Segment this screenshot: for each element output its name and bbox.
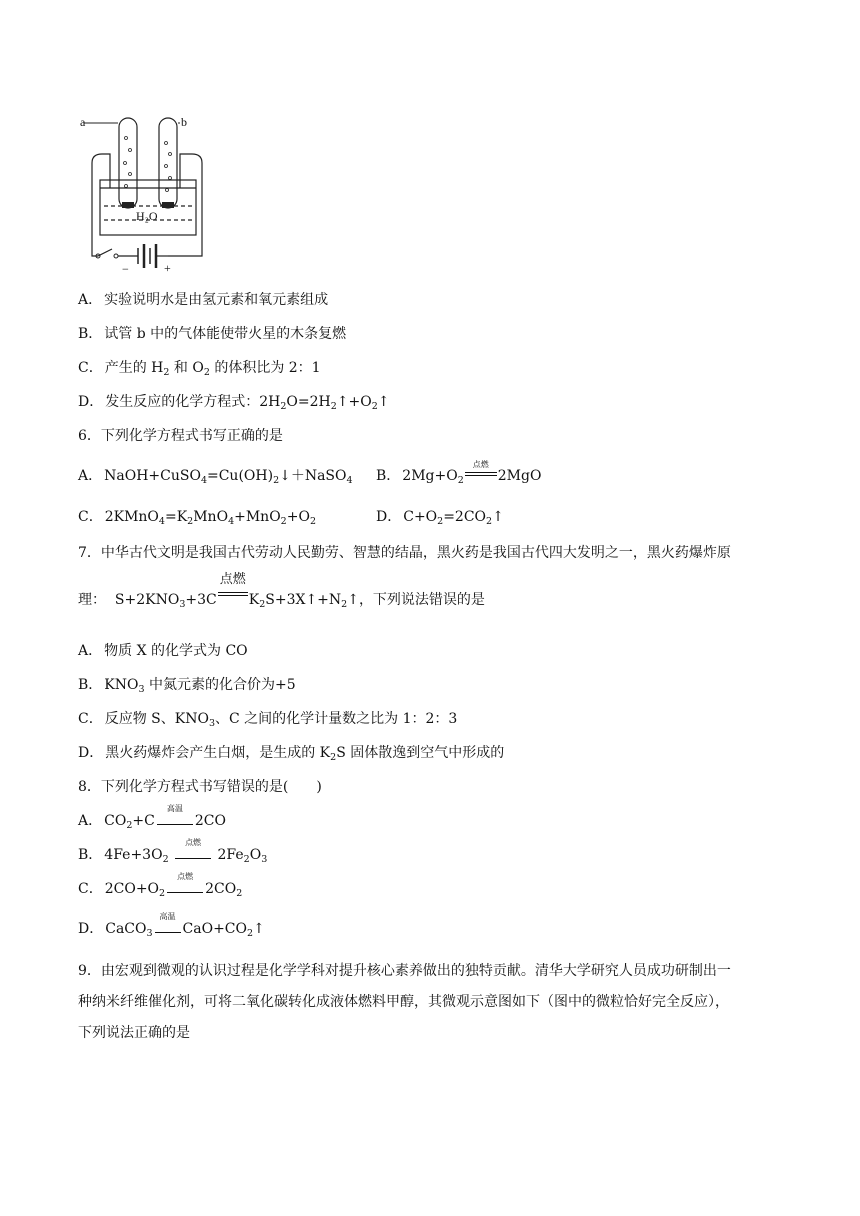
tube-b-label: b bbox=[181, 115, 187, 129]
condition-arrow: 点燃 bbox=[217, 590, 249, 604]
water-label: H₂O bbox=[136, 209, 158, 223]
q7-option-b: B． $KNO_3$ 中氮元素的化合价为+5 bbox=[78, 677, 296, 695]
q6-stem: 6．下列化学方程式书写正确的是 bbox=[78, 428, 283, 444]
q6-option-d: D． $C+O_2=2CO_2↑$ bbox=[376, 509, 504, 527]
q7-option-d: D． 黑火药爆炸会产生白烟，是生成的 $K_2S$ 固体散逸到空气中形成的 bbox=[78, 745, 505, 763]
q8-stem: 8．下列化学方程式书写错误的是( ) bbox=[78, 779, 322, 795]
tube-a-label: a bbox=[80, 115, 86, 129]
minus-label: − bbox=[122, 262, 129, 276]
q7-option-c: C． 反应物 S、$KNO_3$、C 之间的化学计量数之比为 1：2：3 bbox=[78, 711, 458, 729]
q8-option-b: B． $4Fe+3O_2$ 点燃 $2Fe_2O_3$ bbox=[78, 838, 268, 865]
condition-blank: 点燃 bbox=[165, 879, 205, 893]
condition-blank: 点燃 bbox=[173, 845, 213, 859]
q8-option-a: A． $CO_2+C$ 高温 2CO bbox=[78, 804, 226, 831]
condition-arrow: 点燃 bbox=[464, 466, 498, 480]
q5-option-a: A． 实验说明水是由氢元素和氧元素组成 bbox=[78, 292, 329, 308]
q6-option-b: B． $2Mg+O_2$ 点燃 2MgO bbox=[376, 460, 542, 486]
q7-stem-line2: 理： $S+2KNO_3+3C$ 点燃 $K_2S+3X↑+N_2↑$，下列说法错误的是 bbox=[78, 572, 485, 610]
q7-stem-line1: 7．中华古代文明是我国古代劳动人民勤劳、智慧的结晶，黑火药是我国古代四大发明之一，黑火药爆炸原 bbox=[78, 545, 731, 561]
q9-stem-line3: 下列说法正确的是 bbox=[78, 1025, 190, 1041]
q5-option-b: B． 试管 b 中的气体能使带火星的木条复燃 bbox=[78, 326, 347, 342]
q6-option-a: A． $NaOH+CuSO_4=Cu(OH)_2↓+NaSO_4$ bbox=[78, 468, 353, 486]
q9-stem-line2: 种纳米纤维催化剂，可将二氧化碳转化成液体燃料甲醇，其微观示意图如下（图中的微粒恰好完全反应）， bbox=[78, 994, 729, 1010]
condition-blank: 高温 bbox=[153, 919, 183, 933]
q8-option-c: C． $2CO+O_2$ 点燃 $2CO_2$ bbox=[78, 872, 243, 899]
q5-option-c: C． 产生的 $H_2$ 和 $O_2$ 的体积比为 2：1 bbox=[78, 360, 321, 378]
electrolysis-apparatus-figure bbox=[80, 108, 220, 278]
condition-blank: 高温 bbox=[155, 811, 195, 825]
q6-option-c: C． $2KMnO_4=K_2MnO_4+MnO_2+O_2$ bbox=[78, 509, 316, 527]
q8-option-d: D． CaCO$_3$ 高温 $CaO+CO_2↑$ bbox=[78, 912, 265, 939]
q5-option-d: D． 发生反应的化学方程式：$2H_2O=2H_2↑+O_2↑$ bbox=[78, 394, 390, 412]
q9-stem-line1: 9．由宏观到微观的认识过程是化学学科对提升核心素养做出的独特贡献。清华大学研究人员成功研制出一 bbox=[78, 963, 731, 979]
plus-label: + bbox=[164, 261, 171, 275]
q7-option-a: A． 物质 X 的化学式为 CO bbox=[78, 643, 248, 659]
